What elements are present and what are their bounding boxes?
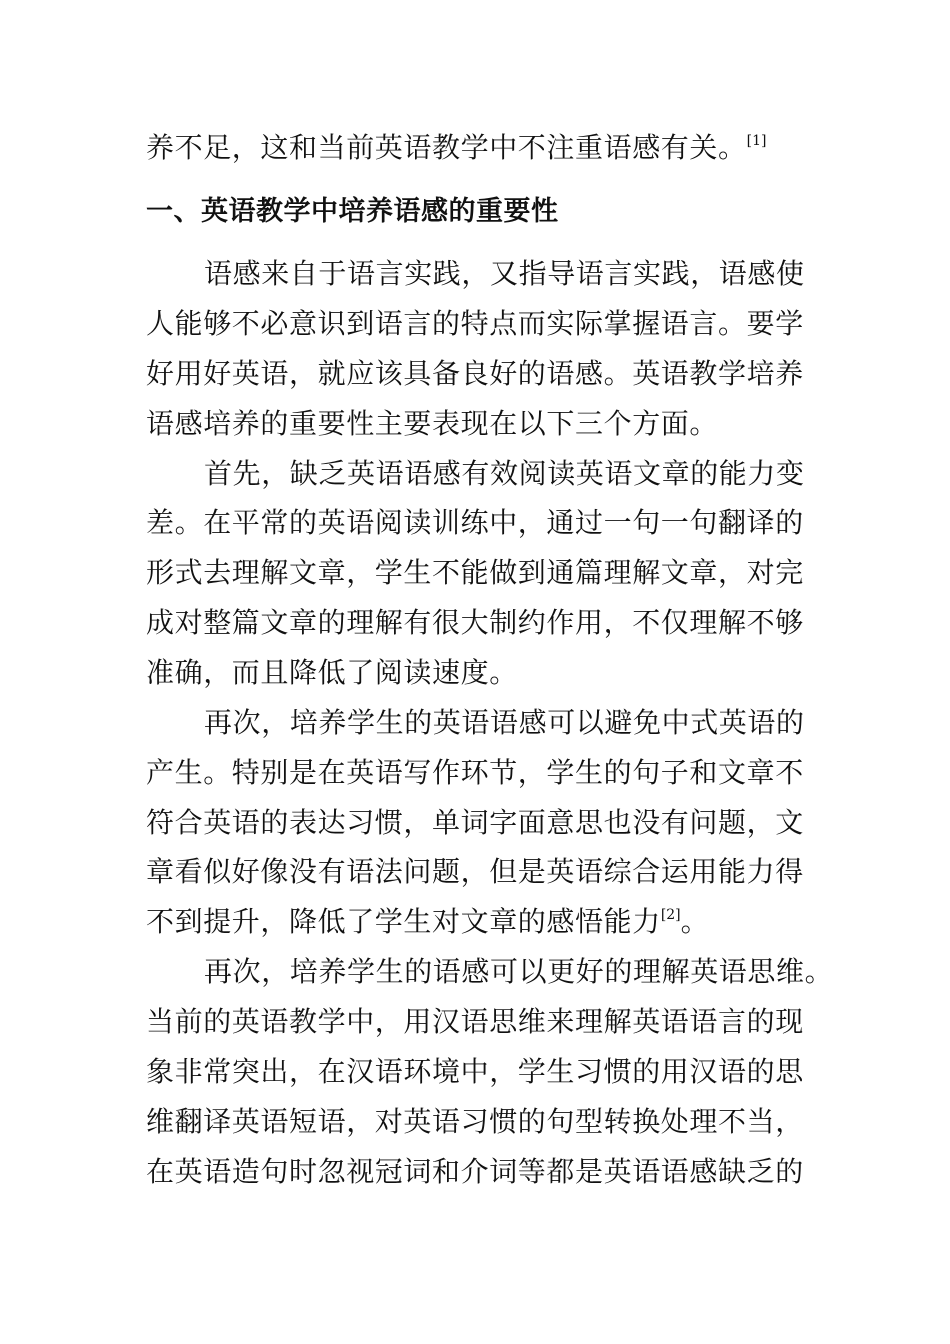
paragraph-line: 成对整篇文章的理解有很大制约作用，不仅理解不够 [146, 606, 804, 639]
paragraph-line: 章看似好像没有语法问题，但是英语综合运用能力得 [146, 855, 804, 888]
paragraph-line: 再次，培养学生的语感可以更好的理解英语思维。 [204, 955, 834, 988]
section-heading: 一、英语教学中培养语感的重要性 [146, 196, 559, 227]
paragraph-line: 准确，而且降低了阅读速度。 [146, 656, 518, 689]
paragraph-line: 在英语造句时忽视冠词和介词等都是英语语感缺乏的 [146, 1155, 804, 1188]
text-run: 养不足，这和当前英语教学中不注重语感有关。 [146, 131, 747, 164]
text-run: 。 [680, 905, 710, 938]
paragraph-line: 再次，培养学生的英语语感可以避免中式英语的 [204, 706, 805, 739]
paragraph-line: 好用好英语，就应该具备良好的语感。英语教学培养 [146, 357, 804, 390]
paragraph-line [146, 902, 709, 942]
text-line [146, 128, 766, 168]
paragraph-line: 当前的英语教学中，用汉语思维来理解英语语言的现 [146, 1005, 804, 1038]
paragraph-line: 符合英语的表达习惯，单词字面意思也没有问题，文 [146, 806, 804, 839]
paragraph-line: 语感培养的重要性主要表现在以下三个方面。 [146, 407, 719, 440]
paragraph-line: 首先，缺乏英语语感有效阅读英语文章的能力变 [204, 457, 805, 490]
paragraph-line: 形式去理解文章，学生不能做到通篇理解文章，对完 [146, 556, 804, 589]
paragraph-line: 差。在平常的英语阅读训练中，通过一句一句翻译的 [146, 506, 804, 539]
citation-ref: [1] [746, 133, 767, 149]
paragraph-line: 语感来自于语言实践，又指导语言实践，语感使 [204, 257, 805, 290]
paragraph-line: 产生。特别是在英语写作环节，学生的句子和文章不 [146, 756, 804, 789]
citation-ref: [2] [660, 907, 681, 923]
paragraph-line: 人能够不必意识到语言的特点而实际掌握语言。要学 [146, 307, 804, 340]
paragraph-line: 维翻译英语短语，对英语习惯的句型转换处理不当， [146, 1105, 804, 1138]
paragraph-line: 象非常突出，在汉语环境中，学生习惯的用汉语的思 [146, 1055, 804, 1088]
text-run: 不到提升，降低了学生对文章的感悟能力 [146, 905, 661, 938]
